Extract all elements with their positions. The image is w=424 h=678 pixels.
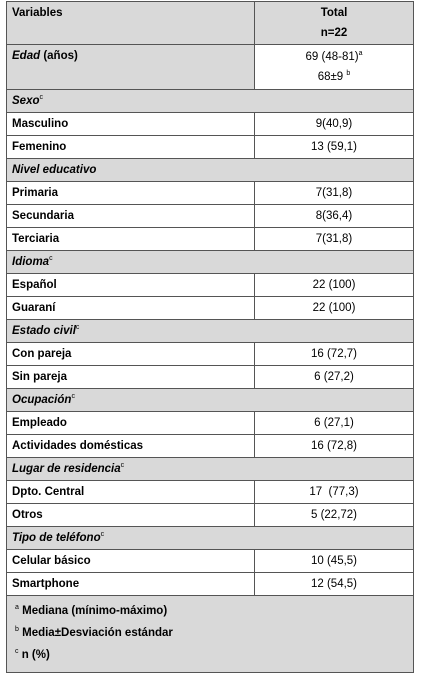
row-value: 7(31,8) (255, 182, 414, 205)
section-title-cell (7, 251, 414, 274)
edad-row (7, 45, 414, 90)
edad-label-cell (7, 45, 255, 90)
edad-median-line (260, 47, 408, 67)
section-title: Ocupación (12, 394, 72, 406)
section-header-row (7, 159, 414, 182)
row-label: Masculino (7, 113, 255, 136)
section-title: Sexo (12, 95, 40, 107)
footnote (15, 622, 408, 644)
header-row (7, 2, 414, 45)
table-row (7, 435, 414, 458)
section-title-sup: c (100, 531, 105, 539)
edad-median-value: 69 (48-81) (305, 51, 359, 63)
section-title: Tipo de teléfono (12, 532, 101, 544)
table-row (7, 297, 414, 320)
footnote (15, 644, 408, 666)
section-title: Idioma (12, 256, 50, 268)
row-label: Smartphone (7, 573, 255, 596)
table-row (7, 343, 414, 366)
footnotes-row (7, 596, 414, 673)
row-value: 5 (22,72) (255, 504, 414, 527)
footnote-sup: c (15, 648, 19, 656)
edad-label: Edad (12, 50, 41, 62)
table-row (7, 412, 414, 435)
table-row (7, 550, 414, 573)
table-row (7, 182, 414, 205)
row-value: 22 (100) (255, 297, 414, 320)
section-title-cell (7, 320, 414, 343)
row-label: Femenino (7, 136, 255, 159)
section-title-sup: c (75, 324, 80, 332)
table-row (7, 274, 414, 297)
section-header-row (7, 389, 414, 412)
row-value: 6 (27,1) (255, 412, 414, 435)
section-title: Lugar de residencia (12, 463, 121, 475)
table-row (7, 504, 414, 527)
table-row (7, 136, 414, 159)
row-label: Otros (7, 504, 255, 527)
footnote-text: n (%) (21, 649, 50, 661)
total-header (255, 2, 414, 45)
row-value: 6 (27,2) (255, 366, 414, 389)
section-title: Nivel educativo (12, 164, 97, 176)
row-label: Actividades domésticas (7, 435, 255, 458)
section-header-row (7, 527, 414, 550)
section-header-row (7, 320, 414, 343)
footnote-sup: b (15, 626, 19, 634)
row-label: Español (7, 274, 255, 297)
footnote-text: Media±Desviación estándar (22, 627, 173, 639)
row-value: 22 (100) (255, 274, 414, 297)
total-header-label: Total (320, 7, 348, 19)
section-title-cell (7, 527, 414, 550)
table-row (7, 366, 414, 389)
section-title-sup: c (39, 94, 43, 102)
section-title-cell (7, 90, 414, 113)
edad-mean-sup: b (346, 70, 351, 78)
row-label: Terciaria (7, 228, 255, 251)
section-header-row (7, 458, 414, 481)
section-title-cell (7, 458, 414, 481)
edad-value-cell (255, 45, 414, 90)
section-header-row (7, 90, 414, 113)
row-value: 12 (54,5) (255, 573, 414, 596)
edad-median-sup: a (358, 50, 363, 58)
variables-header-label: Variables (12, 7, 63, 19)
row-label: Sin pareja (7, 366, 255, 389)
section-title-sup: c (49, 255, 53, 263)
row-value: 7(31,8) (255, 228, 414, 251)
section-title-sup: c (120, 462, 125, 470)
section-header-row (7, 251, 414, 274)
section-title: Estado civil (12, 325, 76, 337)
table-row (7, 573, 414, 596)
table-row (7, 228, 414, 251)
row-value: 16 (72,8) (255, 435, 414, 458)
footnote (15, 600, 408, 622)
table-row (7, 113, 414, 136)
footnote-text: Mediana (mínimo-máximo) (22, 605, 168, 617)
row-value: 13 (59,1) (255, 136, 414, 159)
row-label: Secundaria (7, 205, 255, 228)
row-label: Celular básico (7, 550, 255, 573)
section-title-cell (7, 159, 414, 182)
table-row (7, 481, 414, 504)
row-label: Con pareja (7, 343, 255, 366)
edad-unit: (años) (43, 50, 78, 62)
edad-mean-value: 68±9 (317, 71, 344, 83)
row-value: 17 (77,3) (255, 481, 414, 504)
row-value: 8(36,4) (255, 205, 414, 228)
section-title-cell (7, 389, 414, 412)
row-value: 9(40,9) (255, 113, 414, 136)
n-header-label: n=22 (320, 27, 348, 39)
row-label: Guaraní (7, 297, 255, 320)
table-body (7, 2, 414, 673)
section-title-sup: c (71, 393, 75, 401)
row-value: 16 (72,7) (255, 343, 414, 366)
row-label: Dpto. Central (7, 481, 255, 504)
table-row (7, 205, 414, 228)
row-label: Empleado (7, 412, 255, 435)
footnote-sup: a (15, 604, 19, 612)
footnotes-cell (7, 596, 414, 673)
row-label: Primaria (7, 182, 255, 205)
edad-mean-line (260, 67, 408, 87)
row-value: 10 (45,5) (255, 550, 414, 573)
variables-header (7, 2, 255, 45)
demographics-table (6, 1, 414, 673)
